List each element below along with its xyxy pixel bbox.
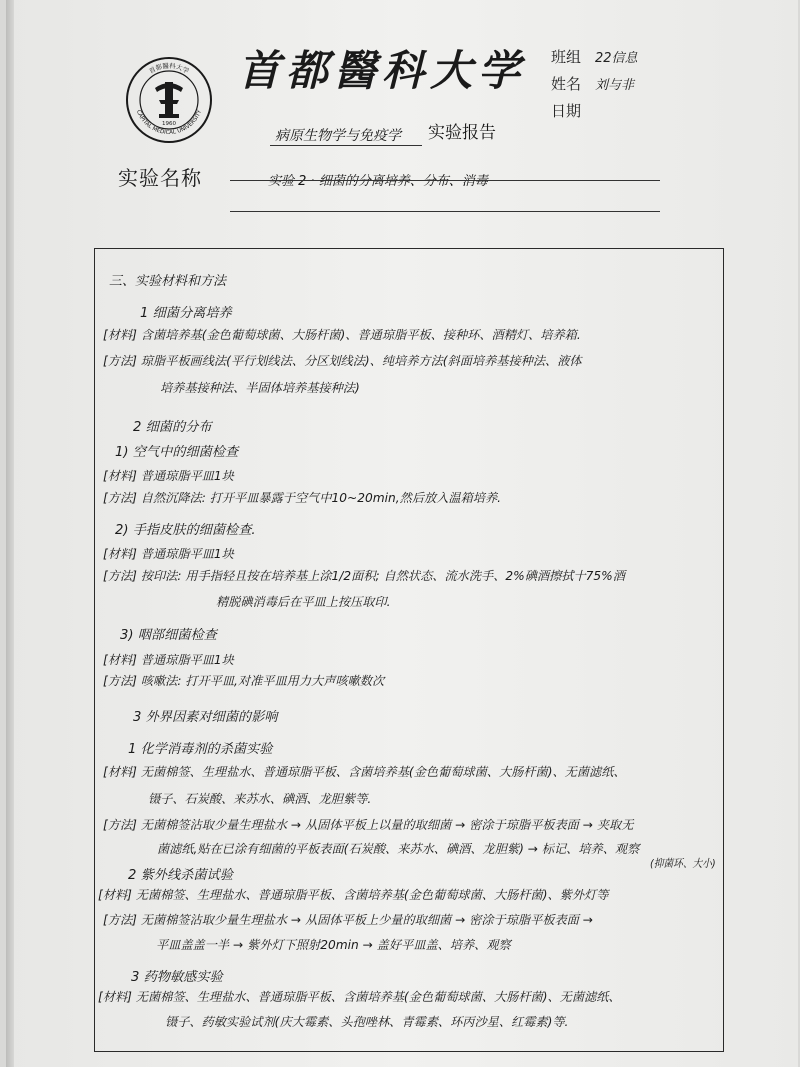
course-underline xyxy=(270,145,422,146)
materials-line-cont: 镊子、药敏实验试剂(庆大霉素、头孢唑林、青霉素、环丙沙星、红霉素)等. xyxy=(165,1015,569,1029)
method-line-note: (抑菌环、大小) xyxy=(650,857,716,870)
svg-text:首都醫科大学 xyxy=(147,61,191,76)
name-value: 刘与非 xyxy=(595,78,635,93)
sub-subsection-heading: 2 紫外线杀菌试验 xyxy=(128,868,233,883)
materials-line: [材料] 普通琼脂平皿1块 xyxy=(103,547,234,561)
experiment-underline-1 xyxy=(230,180,660,181)
name-field xyxy=(551,73,634,94)
method-line: [方法] 自然沉降法: 打开平皿暴露于空气中10~20min,然后放入温箱培养. xyxy=(103,491,502,505)
method-line: [方法] 无菌棉签沾取少量生理盐水 → 从固体平板上以量的取细菌 → 密涂于琼脂平板表面 → 夹取无 xyxy=(103,818,634,832)
materials-line: [材料] 普通琼脂平皿1块 xyxy=(103,653,234,667)
date-field xyxy=(551,100,581,121)
subsection-heading: 2 细菌的分布 xyxy=(133,420,212,435)
sub-subsection-heading: 3 药物敏感实验 xyxy=(131,970,223,985)
seal-english-text: CAPITAL MEDICAL UNIVERSITY xyxy=(134,109,204,137)
materials-line: [材料] 无菌棉签、生理盐水、普通琼脂平板、含菌培养基(金色葡萄球菌、大肠杆菌)、无菌滤纸、 xyxy=(98,990,621,1004)
sub-subsection-heading: 1) 空气中的细菌检查 xyxy=(115,445,239,460)
sub-subsection-heading: 2) 手指皮肤的细菌检查. xyxy=(115,523,256,538)
method-line-cont: 培养基接种法、半固体培养基接种法) xyxy=(160,381,360,395)
method-line-cont: 精脱碘消毒后在平皿上按压取印. xyxy=(216,595,391,609)
method-line: [方法] 琼脂平板画线法(平行划线法、分区划线法)、纯培养方法(斜面培养基接种法、液体 xyxy=(103,354,582,368)
experiment-name: 实验 2 · 细菌的分离培养、分布、消毒 xyxy=(268,174,488,189)
seal-top-text: 首都醫科大学 xyxy=(147,61,191,76)
method-line: [方法] 咳嗽法: 打开平皿,对准平皿用力大声咳嗽数次 xyxy=(103,674,385,688)
experiment-label: 实验名称 xyxy=(118,166,202,190)
materials-line: [材料] 无菌棉签、生理盐水、普通琼脂平板、含菌培养基(金色葡萄球菌、大肠杆菌)、无菌滤纸、 xyxy=(103,765,626,779)
subsection-heading: 3 外界因素对细菌的影响 xyxy=(133,710,278,725)
materials-line: [材料] 普通琼脂平皿1块 xyxy=(103,469,234,483)
name-label: 姓名 xyxy=(551,75,582,93)
class-field xyxy=(551,46,638,67)
method-line: [方法] 无菌棉签沾取少量生理盐水 → 从固体平板上少量的取细菌 → 密涂于琼脂平板表面 → xyxy=(103,913,593,927)
materials-line-cont: 镊子、石炭酸、来苏水、碘酒、龙胆紫等. xyxy=(148,792,372,806)
method-line: [方法] 按印法: 用手指轻且按在培养基上涂1/2面积; 自然状态、流水洗手、2%碘酒擦拭十75%酒 xyxy=(103,569,625,583)
class-value: 22信息 xyxy=(595,51,638,66)
materials-line: [材料] 无菌棉签、生理盐水、普通琼脂平板、含菌培养基(金色葡萄球菌、大肠杆菌)、紫外灯等 xyxy=(98,888,609,902)
course-name: 病原生物学与免疫学 xyxy=(275,128,401,144)
date-label: 日期 xyxy=(551,102,582,120)
materials-line: [材料] 含菌培养基(金色葡萄球菌、大肠杆菌)、普通琼脂平板、接种环、酒精灯、培养箱. xyxy=(103,328,581,342)
sub-subsection-heading: 3) 咽部细菌检查 xyxy=(120,628,217,643)
method-line-cont: 菌滤纸,贴在已涂有细菌的平板表面(石炭酸、来苏水、碘酒、龙胆紫) → 标记、培养、观察 xyxy=(157,842,640,856)
seal-year: 1960 xyxy=(162,121,176,127)
university-seal xyxy=(125,56,213,144)
experiment-underline-2 xyxy=(230,211,660,212)
sub-subsection-heading: 1 化学消毒剂的杀菌实验 xyxy=(128,742,273,757)
paper-edge xyxy=(6,0,14,1067)
class-label: 班组 xyxy=(551,48,582,66)
method-line-cont: 平皿盖盖一半 → 紫外灯下照射20min → 盖好平皿盖、培养、观察 xyxy=(156,938,511,952)
university-title: 首都醫科大学 xyxy=(238,46,527,95)
subsection-heading: 1 细菌分离培养 xyxy=(140,306,232,321)
report-word: 实验报告 xyxy=(428,123,496,143)
section-heading: 三、实验材料和方法 xyxy=(109,274,227,289)
